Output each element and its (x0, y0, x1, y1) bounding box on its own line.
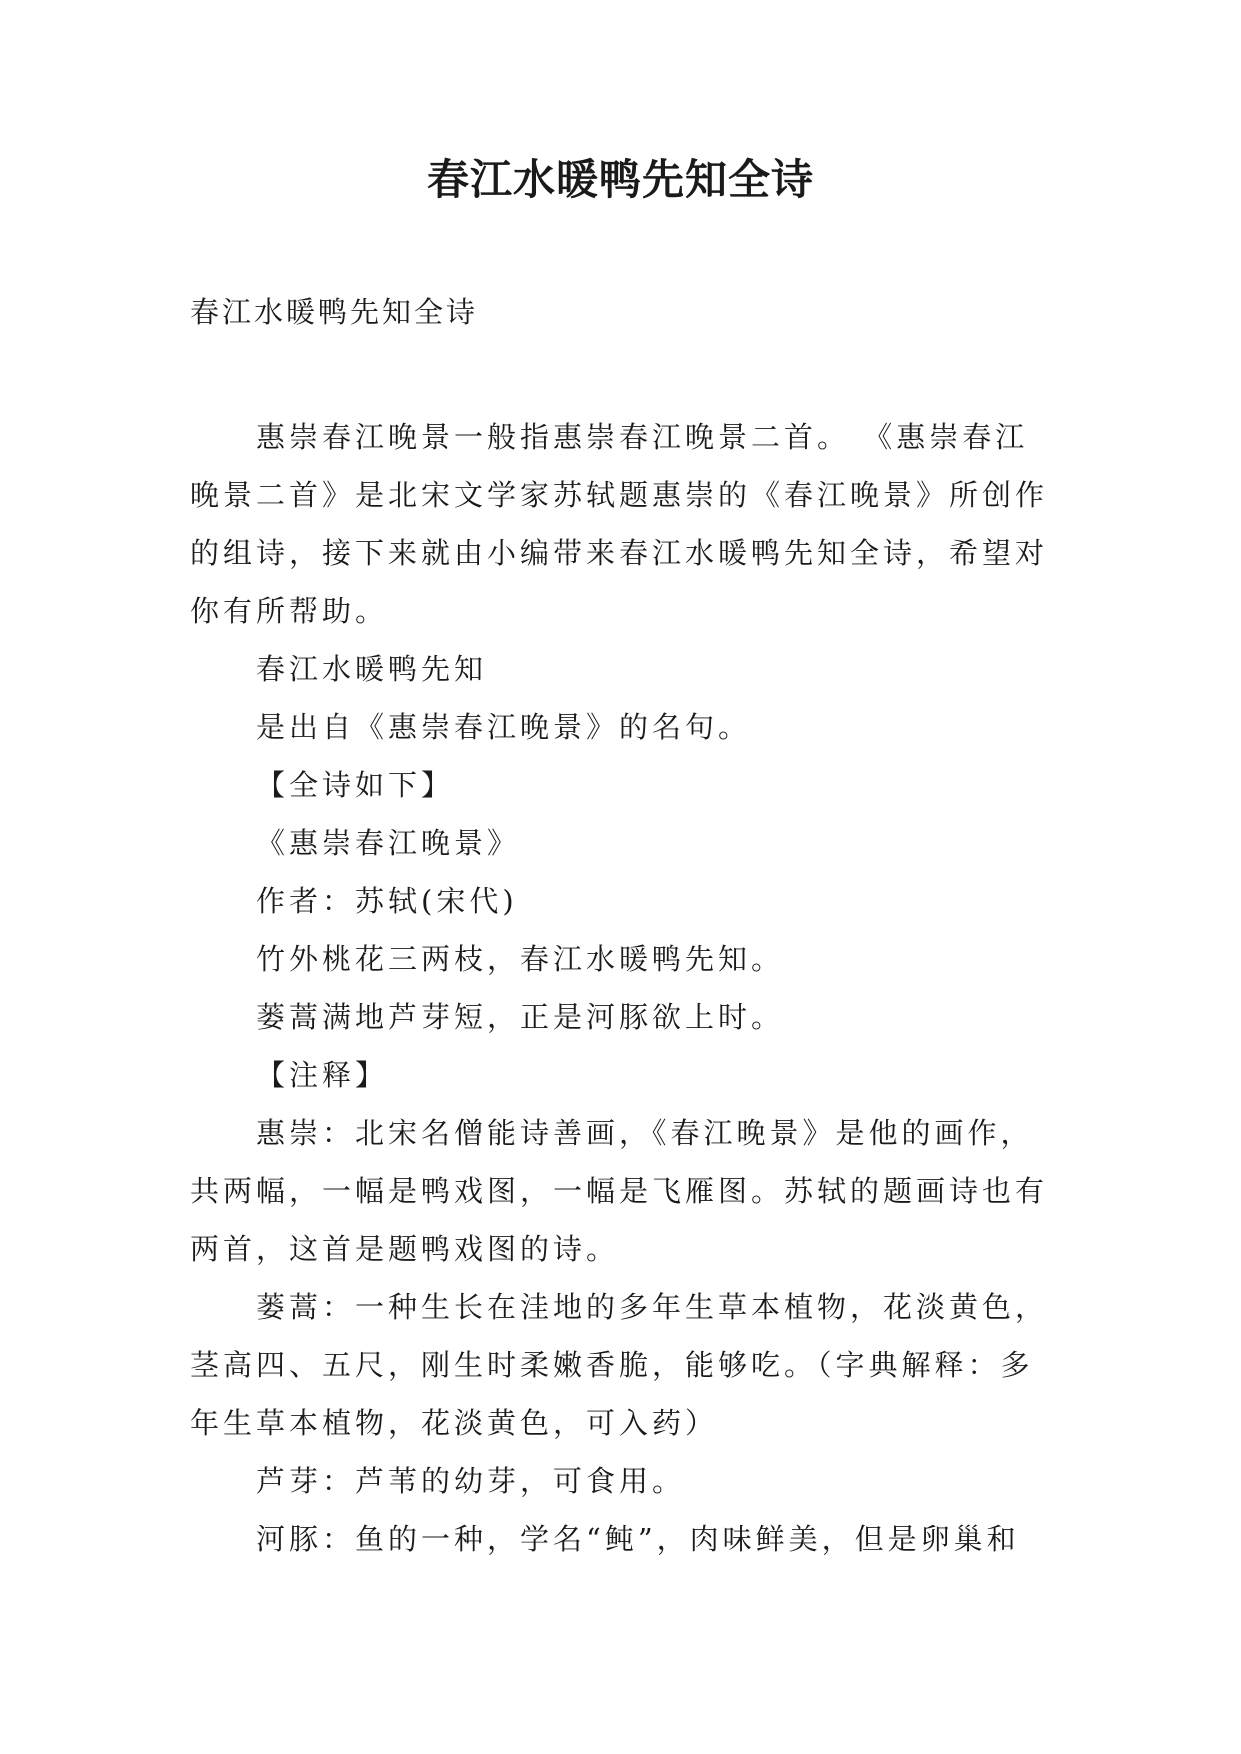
annotation-heading: 【注释】 (256, 1058, 389, 1092)
poem-quote-line: 春江水暖鸭先知 (256, 652, 488, 686)
annotation-louhao: 蒌蒿：一种生长在洼地的多年生草本植物，花淡黄色，茎高四、五尺，刚生时柔嫩香脆，能够吃。（字典解释：多年生草本植物，花淡黄色，可入药） (190, 1290, 1049, 1440)
source-line: 是出自《惠崇春江晚景》的名句。 (256, 710, 752, 744)
poem-line-2: 蒌蒿满地芦芽短，正是河豚欲上时。 (256, 1000, 785, 1034)
annotation-huichong: 惠崇：北宋名僧能诗善画，《春江晚景》是他的画作，共两幅，一幅是鸭戏图，一幅是飞雁图。苏轼的题画诗也有两首，这首是题鸭戏图的诗。 (190, 1116, 1049, 1266)
intro-paragraph: 惠崇春江晚景一般指惠崇春江晚景二首。 《惠崇春江晚景二首》是北宋文学家苏轼题惠崇的《春江晚景》所创作的组诗，接下来就由小编带来春江水暖鸭先知全诗，希望对你有所帮助。 (190, 420, 1049, 628)
document-title: 春江水暖鸭先知全诗 (426, 155, 814, 204)
annotation-luya: 芦芽：芦苇的幼芽，可食用。 (256, 1464, 686, 1498)
document-subtitle: 春江水暖鸭先知全诗 (190, 295, 479, 329)
poem-line-1: 竹外桃花三两枝，春江水暖鸭先知。 (256, 942, 785, 976)
poem-author: 作者：苏轼(宋代) (256, 884, 518, 918)
poem-title: 《惠崇春江晚景》 (256, 826, 521, 860)
full-poem-heading: 【全诗如下】 (256, 768, 455, 802)
document-body (190, 408, 1060, 1568)
annotation-hetun: 河豚：鱼的一种，学名“鲀”，肉味鲜美，但是卵巢和 (256, 1522, 1020, 1556)
